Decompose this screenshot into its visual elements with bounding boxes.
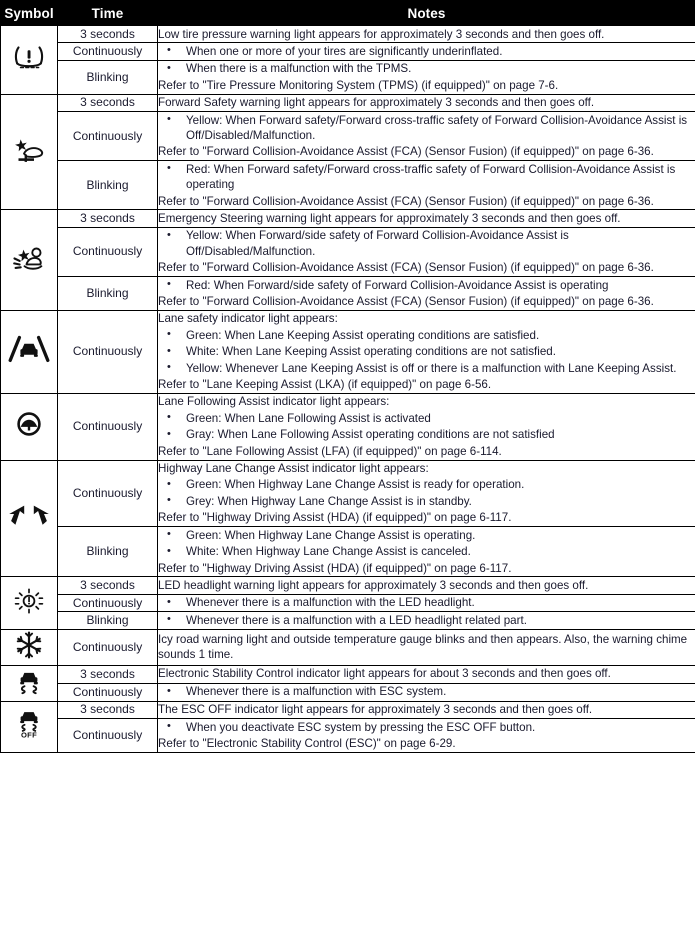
table-row xyxy=(1,527,695,577)
notes-cell xyxy=(158,227,695,276)
column-header-notes: Notes xyxy=(158,1,695,26)
time-cell: Blinking xyxy=(58,161,158,210)
notes-cell xyxy=(158,393,695,460)
notes-cell xyxy=(158,112,695,161)
time-cell: Continuously xyxy=(58,393,158,460)
table-body xyxy=(1,26,695,753)
electronic-stability-control-icon xyxy=(14,666,44,696)
notes-cell xyxy=(158,683,695,701)
symbol-cell xyxy=(1,460,58,577)
time-cell: Blinking xyxy=(58,612,158,629)
table-row xyxy=(1,393,695,460)
note-bullet-line: • Yellow: Whenever Lane Keeping Assist is off or there is a malfunction with Lane Keeping Assist. xyxy=(158,360,695,376)
note-bullet-line: • Yellow: When Forward safety/Forward cross-traffic safety of Forward Collision-Avoidance Assist is Off/Disabled/Malfunction. xyxy=(158,112,695,144)
tpms-low-tire-pressure-icon xyxy=(12,42,46,72)
time-cell: Continuously xyxy=(58,43,158,60)
forward-safety-warning-icon xyxy=(10,135,48,165)
note-bullet-line: • When there is a malfunction with the TPMS. xyxy=(158,61,695,77)
notes-cell xyxy=(158,612,695,629)
notes-cell xyxy=(158,310,695,393)
notes-cell xyxy=(158,26,695,43)
table-row xyxy=(1,277,695,311)
symbol-cell xyxy=(1,210,58,310)
note-bullet-line: • White: When Highway Lane Change Assist is canceled. xyxy=(158,544,695,560)
time-cell: Continuously xyxy=(58,310,158,393)
table-row xyxy=(1,227,695,276)
time-cell: 3 seconds xyxy=(58,665,158,683)
table-row xyxy=(1,460,695,527)
note-text-line: Refer to "Highway Driving Assist (HDA) (if equipped)" on page 6-117. xyxy=(158,561,512,575)
note-bullet-line: • Gray: When Lane Following Assist operating conditions are not satisfied xyxy=(158,427,695,443)
column-header-time: Time xyxy=(58,1,158,26)
table-row xyxy=(1,210,695,227)
notes-cell xyxy=(158,94,695,111)
symbol-cell xyxy=(1,629,58,665)
notes-cell xyxy=(158,665,695,683)
notes-cell xyxy=(158,701,695,718)
column-header-symbol: Symbol xyxy=(1,1,58,26)
note-bullet-line: • Whenever there is a malfunction with a LED headlight related part. xyxy=(158,612,695,628)
time-cell: Continuously xyxy=(58,460,158,527)
time-cell: 3 seconds xyxy=(58,26,158,43)
time-cell: Continuously xyxy=(58,594,158,611)
time-cell: 3 seconds xyxy=(58,210,158,227)
icy-road-snowflake-icon xyxy=(14,630,44,660)
note-text-line: Refer to "Electronic Stability Control (ESC)" on page 6-29. xyxy=(158,736,456,750)
note-bullet-line: • Yellow: When Forward/side safety of Forward Collision-Avoidance Assist is Off/Disabled/Malfunction. xyxy=(158,228,695,260)
time-cell: 3 seconds xyxy=(58,577,158,594)
table-row xyxy=(1,26,695,43)
led-headlight-warning-icon xyxy=(14,587,44,615)
table-row xyxy=(1,719,695,753)
time-cell: Blinking xyxy=(58,60,158,94)
notes-cell xyxy=(158,594,695,611)
symbol-cell xyxy=(1,665,58,701)
note-text-line: Lane Following Assist indicator light appears: xyxy=(158,395,390,409)
note-bullet-line: • Green: When Lane Keeping Assist operating conditions are satisfied. xyxy=(158,327,695,343)
table-row xyxy=(1,612,695,629)
time-cell: Blinking xyxy=(58,277,158,311)
notes-cell xyxy=(158,719,695,753)
time-cell: 3 seconds xyxy=(58,94,158,111)
emergency-steering-warning-icon xyxy=(10,243,48,273)
table-row xyxy=(1,701,695,718)
symbol-cell xyxy=(1,310,58,393)
note-bullet-line: • Whenever there is a malfunction with the LED headlight. xyxy=(158,595,695,611)
note-text-line: Refer to "Lane Keeping Assist (LKA) (if equipped)" on page 6-56. xyxy=(158,378,492,392)
note-bullet-line: • Green: When Highway Lane Change Assist is ready for operation. xyxy=(158,477,695,493)
notes-cell xyxy=(158,527,695,577)
note-text-line: The ESC OFF indicator light appears for approximately 3 seconds and then goes off. xyxy=(158,703,593,717)
note-text-line: LED headlight warning light appears for approximately 3 seconds and then goes off. xyxy=(158,578,589,592)
table-row xyxy=(1,577,695,594)
symbol-cell xyxy=(1,393,58,460)
table-row xyxy=(1,629,695,665)
note-text-line: Refer to "Forward Collision-Avoidance Assist (FCA) (Sensor Fusion) (if equipped)" on page 6-36. xyxy=(158,145,654,159)
note-text-line: Highway Lane Change Assist indicator light appears: xyxy=(158,462,429,476)
note-bullet-line: • Green: When Highway Lane Change Assist is operating. xyxy=(158,527,695,543)
notes-cell xyxy=(158,460,695,527)
time-cell: Continuously xyxy=(58,227,158,276)
table-row xyxy=(1,683,695,701)
note-text-line: Icy road warning light and outside temperature gauge blinks and then appears. Also, the warning chime sounds 1 time. xyxy=(158,632,688,662)
time-cell: 3 seconds xyxy=(58,701,158,718)
note-bullet-line: • When one or more of your tires are significantly underinflated. xyxy=(158,43,695,59)
table-row xyxy=(1,594,695,611)
notes-cell xyxy=(158,577,695,594)
lane-following-assist-steering-wheel-icon xyxy=(14,409,44,439)
note-bullet-line: • Red: When Forward/side safety of Forward Collision-Avoidance Assist is operating xyxy=(158,277,695,293)
time-cell: Continuously xyxy=(58,719,158,753)
highway-lane-change-assist-icon xyxy=(7,502,51,530)
note-text-line: Refer to "Forward Collision-Avoidance Assist (FCA) (Sensor Fusion) (if equipped)" on page 6-36. xyxy=(158,261,654,275)
note-text-line: Electronic Stability Control indicator light appears for about 3 seconds and then goes off. xyxy=(158,667,611,681)
table-row xyxy=(1,94,695,111)
note-text-line: Refer to "Lane Following Assist (LFA) (if equipped)" on page 6-114. xyxy=(158,444,502,458)
note-text-line: Refer to "Forward Collision-Avoidance Assist (FCA) (Sensor Fusion) (if equipped)" on page 6-36. xyxy=(158,194,654,208)
notes-cell xyxy=(158,161,695,210)
note-text-line: Emergency Steering warning light appears for approximately 3 seconds and then goes off. xyxy=(158,211,621,225)
note-text-line: Low tire pressure warning light appears for approximately 3 seconds and then goes off. xyxy=(158,27,605,41)
note-text-line: Lane safety indicator light appears: xyxy=(158,312,338,326)
table-row xyxy=(1,665,695,683)
note-bullet-line: • Green: When Lane Following Assist is activated xyxy=(158,410,695,426)
svg-text:OFF: OFF xyxy=(20,730,38,740)
esc-off-icon xyxy=(14,707,44,741)
time-cell: Continuously xyxy=(58,112,158,161)
table-row xyxy=(1,60,695,94)
time-cell: Blinking xyxy=(58,527,158,577)
table-row xyxy=(1,310,695,393)
note-text-line: Refer to "Tire Pressure Monitoring System (TPMS) (if equipped)" on page 7-6. xyxy=(158,78,559,92)
notes-cell xyxy=(158,60,695,94)
notes-cell xyxy=(158,210,695,227)
symbol-cell xyxy=(1,94,58,210)
table-row xyxy=(1,43,695,60)
note-bullet-line: • White: When Lane Keeping Assist operating conditions are not satisfied. xyxy=(158,344,695,360)
note-text-line: Refer to "Forward Collision-Avoidance Assist (FCA) (Sensor Fusion) (if equipped)" on page 6-36. xyxy=(158,295,654,308)
notes-cell xyxy=(158,43,695,60)
table-row xyxy=(1,112,695,161)
lane-keeping-assist-icon xyxy=(6,334,52,364)
note-bullet-line: • Red: When Forward safety/Forward cross-traffic safety of Forward Collision-Avoidance Assist is operating xyxy=(158,161,695,193)
symbol-cell xyxy=(1,577,58,629)
note-bullet-line: • Grey: When Highway Lane Change Assist is in standby. xyxy=(158,493,695,509)
time-cell: Continuously xyxy=(58,629,158,665)
note-bullet-line: • When you deactivate ESC system by pressing the ESC OFF button. xyxy=(158,719,695,735)
notes-cell xyxy=(158,277,695,311)
table-row xyxy=(1,161,695,210)
note-bullet-line: • Whenever there is a malfunction with ESC system. xyxy=(158,684,695,700)
symbol-cell xyxy=(1,701,58,752)
table-header xyxy=(1,1,695,26)
time-cell: Continuously xyxy=(58,683,158,701)
symbol-cell xyxy=(1,26,58,95)
note-text-line: Refer to "Highway Driving Assist (HDA) (if equipped)" on page 6-117. xyxy=(158,511,512,525)
table-header-row xyxy=(1,1,695,26)
note-text-line: Forward Safety warning light appears for approximately 3 seconds and then goes off. xyxy=(158,96,595,110)
notes-cell xyxy=(158,629,695,665)
